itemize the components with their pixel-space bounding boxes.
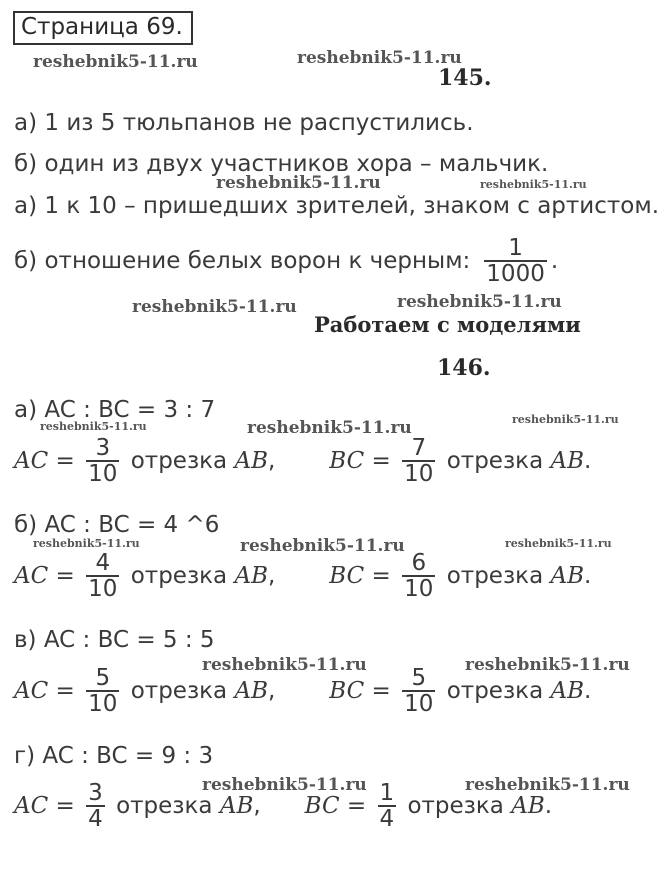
task-145-line-3: а) 1 к 10 – пришедших зрителей, знаком с артистом. — [14, 193, 660, 219]
watermark: reshebnik5-11.ru — [297, 48, 462, 68]
fraction-numerator: 1 — [508, 235, 523, 261]
watermark: reshebnik5-11.ru — [33, 537, 140, 550]
part-b-result: AC = $\frac{4}{10}$ отрезка AB , BC = $\frac{6}{10}$ отрезка AB . — [14, 550, 592, 603]
task-145-line-1: а) 1 из 5 тюльпанов не распустились. — [14, 110, 474, 136]
section-title: Работаем с моделями — [314, 312, 581, 337]
page-label: Страница 69. — [13, 11, 193, 45]
part-b-label: б) AC : BC = 4 ^6 — [14, 512, 220, 538]
watermark: reshebnik5-11.ru — [240, 536, 405, 556]
watermark: reshebnik5-11.ru — [202, 775, 367, 795]
watermark: reshebnik5-11.ru — [512, 413, 619, 426]
watermark: reshebnik5-11.ru — [465, 655, 630, 675]
watermark: reshebnik5-11.ru — [33, 52, 198, 72]
ratio-text: б) отношение белых ворон к черным: — [14, 248, 471, 275]
watermark: reshebnik5-11.ru — [216, 173, 381, 193]
fraction — [484, 236, 547, 286]
task-145-number: 145. — [438, 65, 492, 91]
watermark: reshebnik5-11.ru — [132, 297, 297, 317]
task-145-line-2: б) один из двух участников хора – мальчик. — [14, 151, 549, 177]
watermark: reshebnik5-11.ru — [40, 420, 147, 433]
watermark: reshebnik5-11.ru — [480, 178, 587, 191]
watermark: reshebnik5-11.ru — [247, 418, 412, 438]
part-v-label: в) AC : BC = 5 : 5 — [14, 627, 215, 653]
part-a-label: а) AC : BC = 3 : 7 — [14, 397, 216, 423]
fraction-denominator: 1000 — [486, 261, 545, 288]
part-g-label: г) AC : BC = 9 : 3 — [14, 743, 214, 769]
part-a-result: AC = $\frac{3}{10}$ отрезка AB , BC = $\frac{7}{10}$ отрезка AB . — [14, 435, 592, 488]
watermark: reshebnik5-11.ru — [397, 292, 562, 312]
task-146-number: 146. — [437, 355, 491, 381]
watermark: reshebnik5-11.ru — [202, 655, 367, 675]
part-g-result: AC = $\frac{3}{4}$ отрезка AB , BC = $\frac{1}{4}$ отрезка AB . — [14, 780, 553, 833]
task-145-line-4 — [14, 236, 558, 286]
watermark: reshebnik5-11.ru — [465, 775, 630, 795]
watermark: reshebnik5-11.ru — [505, 537, 612, 550]
period: . — [550, 248, 559, 275]
part-v-result: AC = $\frac{5}{10}$ отрезка AB , BC = $\frac{5}{10}$ отрезка AB . — [14, 665, 592, 718]
